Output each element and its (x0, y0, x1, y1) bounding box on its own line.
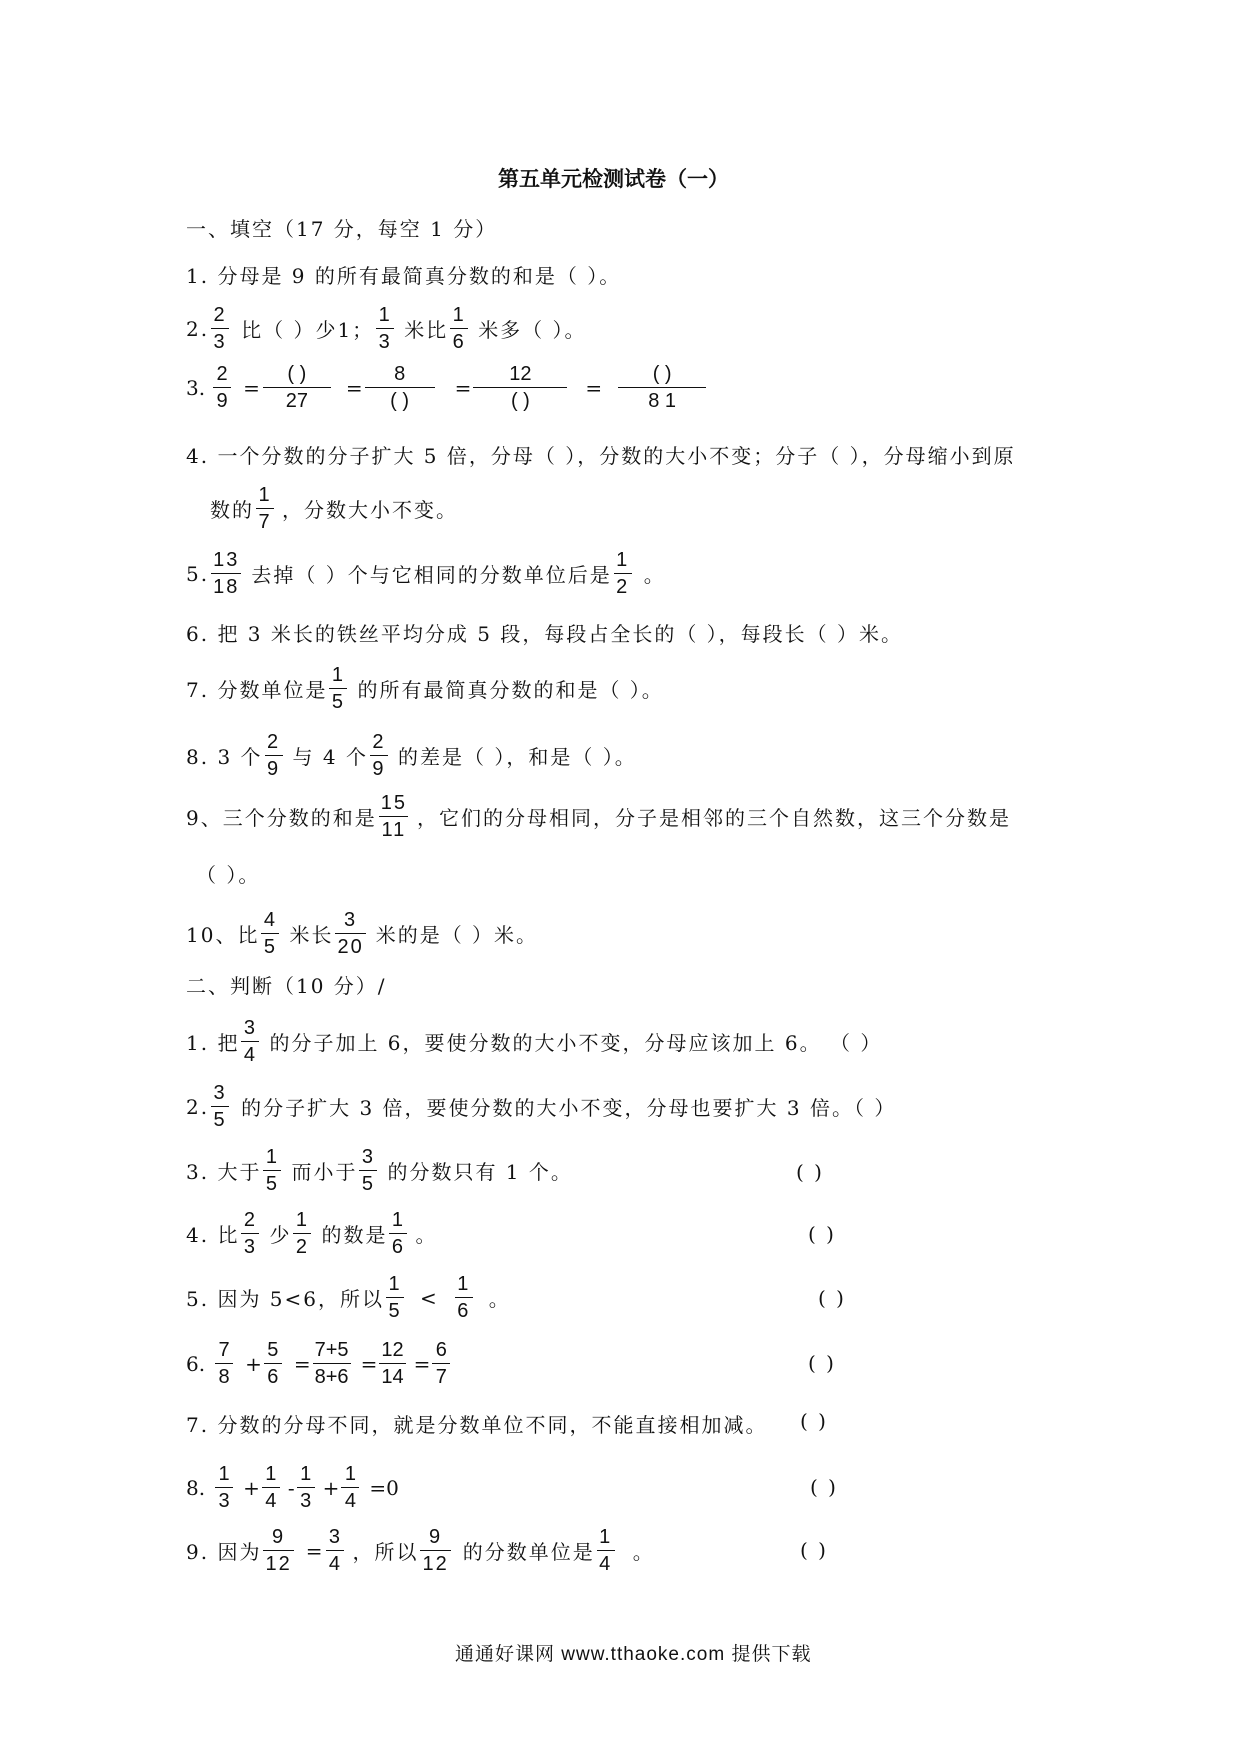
question-8: 8. 3 个 $\frac{2}{9}$ 与 4 个 $\frac{2}{9}$ 的差是（ ），和是（ ）。 (186, 731, 637, 780)
fraction: $\frac{1}{6}$ (450, 305, 468, 352)
question-6: 6. 把 3 米长的铁丝平均分成 5 段，每段占全长的（ ），每段长（ ）米。 (186, 622, 904, 646)
judge-7: 7. 分数的分母不同，就是分数单位不同，不能直接相加减。 (186, 1413, 768, 1437)
judge-7-mark: ( ) (800, 1409, 828, 1433)
question-4-line1: 4. 一个分数的分子扩大 5 倍，分母（ ），分数的大小不变；分子（ ），分母缩小到原 (186, 444, 1016, 468)
fraction: $\frac{8}{( )}$ (365, 364, 435, 411)
fraction: $\frac{15}{11}$ (380, 792, 407, 841)
fraction: $\frac{13}{18}$ (213, 549, 240, 598)
judge-5: 5. 因为 5<6，所以 $\frac{1}{5}$ < $\frac{1}{6}$ 。 (186, 1273, 511, 1322)
fraction: $\frac{9}{12}$ (265, 1526, 292, 1575)
fraction: $\frac{1}{5}$ (263, 1147, 281, 1194)
fraction: $\frac{1}{4}$ (341, 1464, 359, 1511)
question-1: 1. 分母是 9 的所有最简真分数的和是（ ）。 (186, 264, 622, 288)
judge-8-mark: ( ) (810, 1475, 838, 1499)
question-3: 3. $\frac{2}{9}$ = $\frac{( )}{27}$ = $\frac{8}{( )}$ = $\frac{12}{( )}$ = $\frac{( )}{8 1}$ (186, 364, 708, 411)
page-title: 第五单元检测试卷（一） (498, 166, 729, 191)
fraction: $\frac{3}{4}$ (241, 1018, 259, 1065)
fraction: $\frac{1}{6}$ (389, 1210, 407, 1257)
fraction: $\frac{3}{5}$ (359, 1147, 377, 1194)
fraction: $\frac{( )}{27}$ (262, 364, 332, 411)
fraction: $\frac{2}{9}$ (213, 364, 231, 411)
question-4-line2: 数的 $\frac{1}{7}$ ，分数大小不变。 (210, 484, 458, 533)
fraction: $\frac{1}{5}$ (329, 665, 347, 712)
fraction: $\frac{1}{3}$ (215, 1464, 233, 1511)
fraction: $\frac{2}{9}$ (265, 732, 283, 779)
fraction: $\frac{2}{9}$ (370, 732, 388, 779)
fraction: $\frac{9}{12}$ (422, 1526, 449, 1575)
fraction: $\frac{7}{8}$ (215, 1340, 233, 1387)
judge-6-mark: ( ) (808, 1351, 836, 1375)
fraction: $\frac{6}{7}$ (432, 1340, 450, 1387)
fraction: $\frac{12}{14}$ (381, 1339, 404, 1388)
q-number: 2. (186, 316, 210, 341)
judge-9-mark: ( ) (800, 1538, 828, 1562)
fraction: $\frac{1}{4}$ (262, 1464, 280, 1511)
fraction: $\frac{1}{5}$ (386, 1274, 404, 1321)
fraction: $\frac{4}{5}$ (261, 910, 279, 957)
footer-credit: 通通好课网 www.tthaoke.com 提供下载 (455, 1644, 812, 1665)
judge-1: 1. 把 $\frac{3}{4}$ 的分子加上 6，要使分数的大小不变，分母应该加上 6。 （ ） (186, 1017, 883, 1066)
fraction: $\frac{5}{6}$ (264, 1340, 282, 1387)
question-7: 7. 分数单位是 $\frac{1}{5}$ 的所有最简真分数的和是（ ）。 (186, 664, 664, 713)
fraction: $\frac{3}{20}$ (337, 909, 364, 958)
judge-3: 3. 大于 $\frac{1}{5}$ 而小于 $\frac{3}{5}$ 的分数只有 1 个。 (186, 1146, 573, 1195)
fraction: $\frac{1}{6}$ (455, 1274, 473, 1321)
question-10: 10、比 $\frac{4}{5}$ 米长 $\frac{3}{20}$ 米的是（ ）米。 (186, 909, 539, 958)
question-2 (186, 305, 587, 352)
judge-4: 4. 比 $\frac{2}{3}$ 少 $\frac{1}{2}$ 的数是 $\frac{1}{6}$ 。 (186, 1209, 438, 1258)
q-number: 3. (186, 375, 206, 400)
fraction: $\frac{1}{2}$ (293, 1210, 311, 1257)
judge-2: 2. $\frac{3}{5}$ 的分子扩大 3 倍，要使分数的大小不变，分母也要扩大 3 倍。（ ） (186, 1082, 897, 1131)
section-heading-judge: 二、判断（10 分）/ (186, 974, 387, 998)
question-9-line2: （ ）。 (196, 863, 261, 887)
judge-6: 6. $\frac{7}{8}$ + $\frac{5}{6}$ = $\frac{7+5}{8+6}$ = $\frac{12}{14}$ = $\frac{6}{7}$ (186, 1340, 452, 1387)
fraction: $\frac{2}{3}$ (241, 1210, 259, 1257)
judge-4-mark: ( ) (808, 1222, 836, 1246)
section-heading-fill: 一、填空（17 分，每空 1 分） (186, 217, 498, 241)
fraction: $\frac{1}{3}$ (297, 1464, 315, 1511)
fraction: $\frac{1}{2}$ (614, 550, 632, 597)
q-text: 比（ ）少1； (241, 318, 375, 342)
judge-8: 8. $\frac{1}{3}$ + $\frac{1}{4}$ - $\frac{1}{3}$ + $\frac{1}{4}$ =0 (186, 1463, 399, 1512)
fraction: $\frac{3}{4}$ (326, 1527, 344, 1574)
question-5: 5. $\frac{13}{18}$ 去掉（ ）个与它相同的分数单位后是 $\frac{1}{2}$ 。 (186, 549, 666, 598)
fraction: $\frac{3}{5}$ (211, 1083, 229, 1130)
question-9-line1: 9、三个分数的和是 $\frac{15}{11}$ ，它们的分母相同，分子是相邻的三个自然数，这三个分数是 (186, 792, 1011, 841)
fraction: $\frac{12}{( )}$ (473, 364, 567, 411)
fraction: $\frac{2}{3}$ (211, 305, 229, 352)
q-text: 米多（ ）。 (478, 318, 587, 342)
judge-5-mark: ( ) (818, 1286, 846, 1310)
fraction: $\frac{7+5}{8+6}$ (314, 1339, 349, 1388)
q-text: 米比 (404, 318, 449, 342)
fraction: $\frac{1}{4}$ (597, 1527, 615, 1574)
fraction: $\frac{1}{3}$ (376, 305, 394, 352)
fraction: $\frac{( )}{8 1}$ (618, 364, 706, 411)
judge-9: 9. 因为 $\frac{9}{12}$ = $\frac{3}{4}$ ，所以 $\frac{9}{12}$ 的分数单位是 $\frac{1}{4}$ 。 (186, 1526, 655, 1575)
judge-3-mark: ( ) (796, 1160, 824, 1184)
fraction: $\frac{1}{7}$ (256, 485, 274, 532)
